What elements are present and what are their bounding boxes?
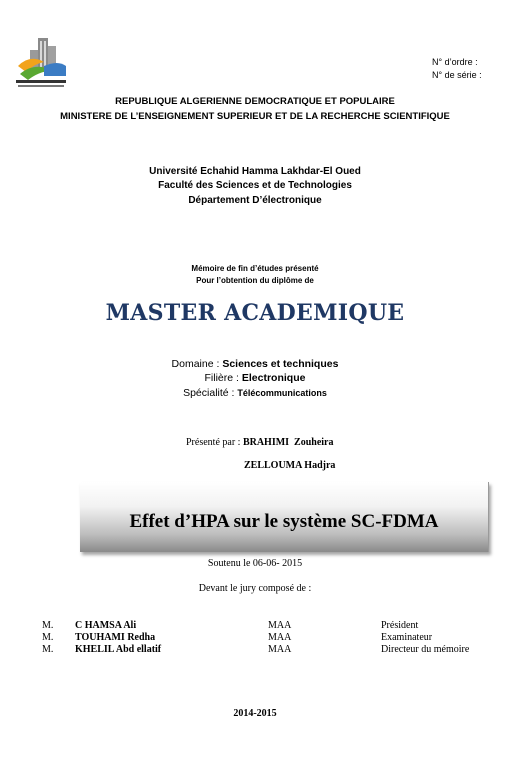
university-name: Université Echahid Hamma Lakhdar-El Oued bbox=[149, 166, 361, 177]
specialite-line bbox=[0, 386, 510, 401]
specialite-label: Spécialité : bbox=[183, 387, 238, 399]
defense-date: Soutenu le 06-06- 2015 bbox=[207, 558, 303, 569]
degree-title: MASTER ACADEMIQUE bbox=[105, 300, 405, 326]
jury-civ: M. bbox=[42, 632, 54, 643]
filiere-label: Filière : bbox=[204, 372, 242, 384]
university-logo bbox=[14, 36, 68, 92]
filiere-line bbox=[0, 371, 510, 386]
ministry-header: MINISTERE DE L’ENSEIGNEMENT SUPERIEUR ET DE LA RECHERCHE SCIENTIFIQUE bbox=[60, 111, 450, 122]
department-name: Département D’électronique bbox=[188, 195, 322, 206]
author-1: BRAHIMI Zouheira bbox=[242, 437, 334, 448]
jury-civ: M. bbox=[42, 620, 54, 631]
academic-year: 2014-2015 bbox=[233, 708, 277, 719]
author-2: ZELLOUMA Hadjra bbox=[244, 460, 336, 471]
jury-grade: MAA bbox=[268, 644, 292, 655]
filiere-value: Electronique bbox=[241, 372, 306, 384]
memoire-line1: Mémoire de fin d’études présenté bbox=[191, 264, 319, 273]
thesis-title: Effet d’HPA sur le système SC-FDMA bbox=[129, 511, 439, 532]
jury-role: Président bbox=[381, 620, 419, 631]
faculty-name: Faculté des Sciences et de Technologies bbox=[158, 180, 352, 191]
memoire-line2: Pour l’obtention du diplôme de bbox=[196, 276, 314, 285]
domaine-line bbox=[0, 357, 510, 372]
presented-by-label: Présenté par : bbox=[186, 437, 243, 448]
domaine-label: Domaine : bbox=[171, 358, 223, 370]
title-banner bbox=[80, 482, 489, 552]
republic-header: REPUBLIQUE ALGERIENNE DEMOCRATIQUE ET POPULAIRE bbox=[115, 96, 395, 107]
jury-intro: Devant le jury composé de : bbox=[198, 583, 312, 594]
jury-name: KHELIL Abd ellatif bbox=[75, 644, 162, 655]
serial-number-label: N° de série : bbox=[432, 70, 482, 80]
jury-name: TOUHAMI Redha bbox=[75, 632, 156, 643]
jury-name: C HAMSA Ali bbox=[75, 620, 137, 631]
order-number-label: N° d’ordre : bbox=[432, 57, 478, 67]
jury-role: Examinateur bbox=[381, 632, 433, 643]
jury-grade: MAA bbox=[268, 620, 292, 631]
domaine-value: Sciences et techniques bbox=[222, 358, 339, 370]
specialite-value: Télécommunications bbox=[237, 388, 327, 398]
jury-role: Directeur du mémoire bbox=[381, 644, 470, 655]
jury-civ: M. bbox=[42, 644, 54, 655]
jury-grade: MAA bbox=[268, 632, 292, 643]
presented-by-line bbox=[186, 437, 334, 448]
